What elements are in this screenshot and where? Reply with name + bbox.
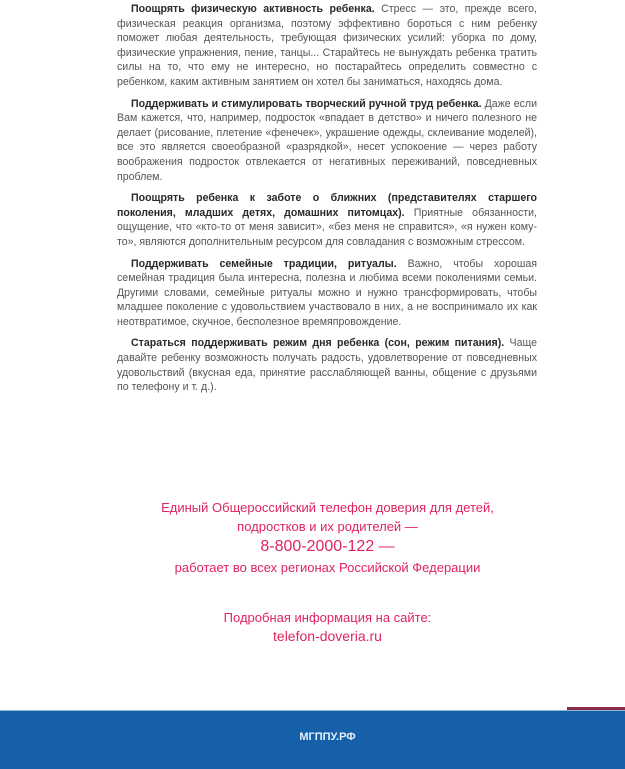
info-block (0, 608, 625, 646)
paragraph-physical-activity (117, 2, 537, 90)
hotline-block (0, 498, 625, 577)
hotline-line2: подростков и их родителей — (237, 519, 418, 534)
hotline-line1: Единый Общероссийский телефон доверия для детей, (161, 500, 494, 515)
advice-text (117, 2, 537, 402)
paragraph-body: Чаще давайте ребенку возможность получать радость, удовлетворение от повседневных удовольствий (вкусная еда, принятие расслабляющей ванны, общение с друзьями по телефону и т. д.). (117, 337, 537, 394)
paragraph-heading: Поддерживать и стимулировать творческий ручной труд ребенка. (131, 97, 482, 110)
info-label: Подробная информация на сайте: (223, 610, 432, 625)
paragraph-body: Приятные обязанности, ощущение, что «кто-то от меня зависит», «без меня не справится», «я нужен кому-то», являются дополнительным ресурсом для совладания с возможным стрессом. (117, 206, 537, 248)
paragraph-care (117, 191, 537, 249)
paragraph-body: Стресс — это, прежде всего, физическая реакция организма, поэтому эффективно бороться с ним ребенку поможет любая деятельность, требующая физических усилий: уборка по дому, физические упражнения, пение, танцы... Старайтесь не вынуждать ребенка тратить силы на то, что ему не интересно, но постарайтесь определить совместно с ребенком, каким активным занятием он хотел бы заниматься, находясь дома. (117, 3, 538, 88)
paragraph-body: Важно, чтобы хорошая семейная традиция была интересна, полезна и любима всеми поколениями семьи. Другими словами, семейные ритуалы можно и нужно трансформировать, чтобы младшее поколение с удовольствием участвовало в них, а не воспринимало их как неотвратимое, скучное, бесполезное времяпровождение. (117, 257, 537, 328)
paragraph-heading: Поощрять физическую активность ребенка. (131, 3, 375, 15)
paragraph-body: Даже если Вам кажется, что, например, подросток «впадает в детство» и ничего полезного не делает (рисование, плетение «фенечек», украшение одежды, склеивание моделей), все это является своеобразной «разрядкой», несет успокоение — через работу воображения подросток отвлекается от негативных переживаний, повседневных проблем. (117, 97, 537, 183)
paragraph-heading: Поддерживать семейные традиции, ритуалы. (131, 257, 397, 270)
info-url-link[interactable]: telefon-doveria.ru (273, 628, 382, 644)
paragraph-heading: Поощрять ребенка к заботе о ближних (представителях старшего поколения, младших детях, домашних питомцах). (117, 192, 537, 219)
paragraph-creative-work (117, 97, 537, 185)
paragraph-traditions (117, 257, 537, 330)
footer-site-link[interactable]: МГППУ.РФ (299, 731, 356, 743)
paragraph-daily-routine (117, 336, 537, 394)
hotline-line3: работает во всех регионах Российской Федерации (174, 560, 481, 575)
paragraph-heading: Стараться поддерживать режим дня ребенка (сон, режим питания). (131, 337, 505, 350)
hotline-phone: 8-800-2000-122 — (260, 538, 395, 555)
footer (0, 710, 625, 769)
